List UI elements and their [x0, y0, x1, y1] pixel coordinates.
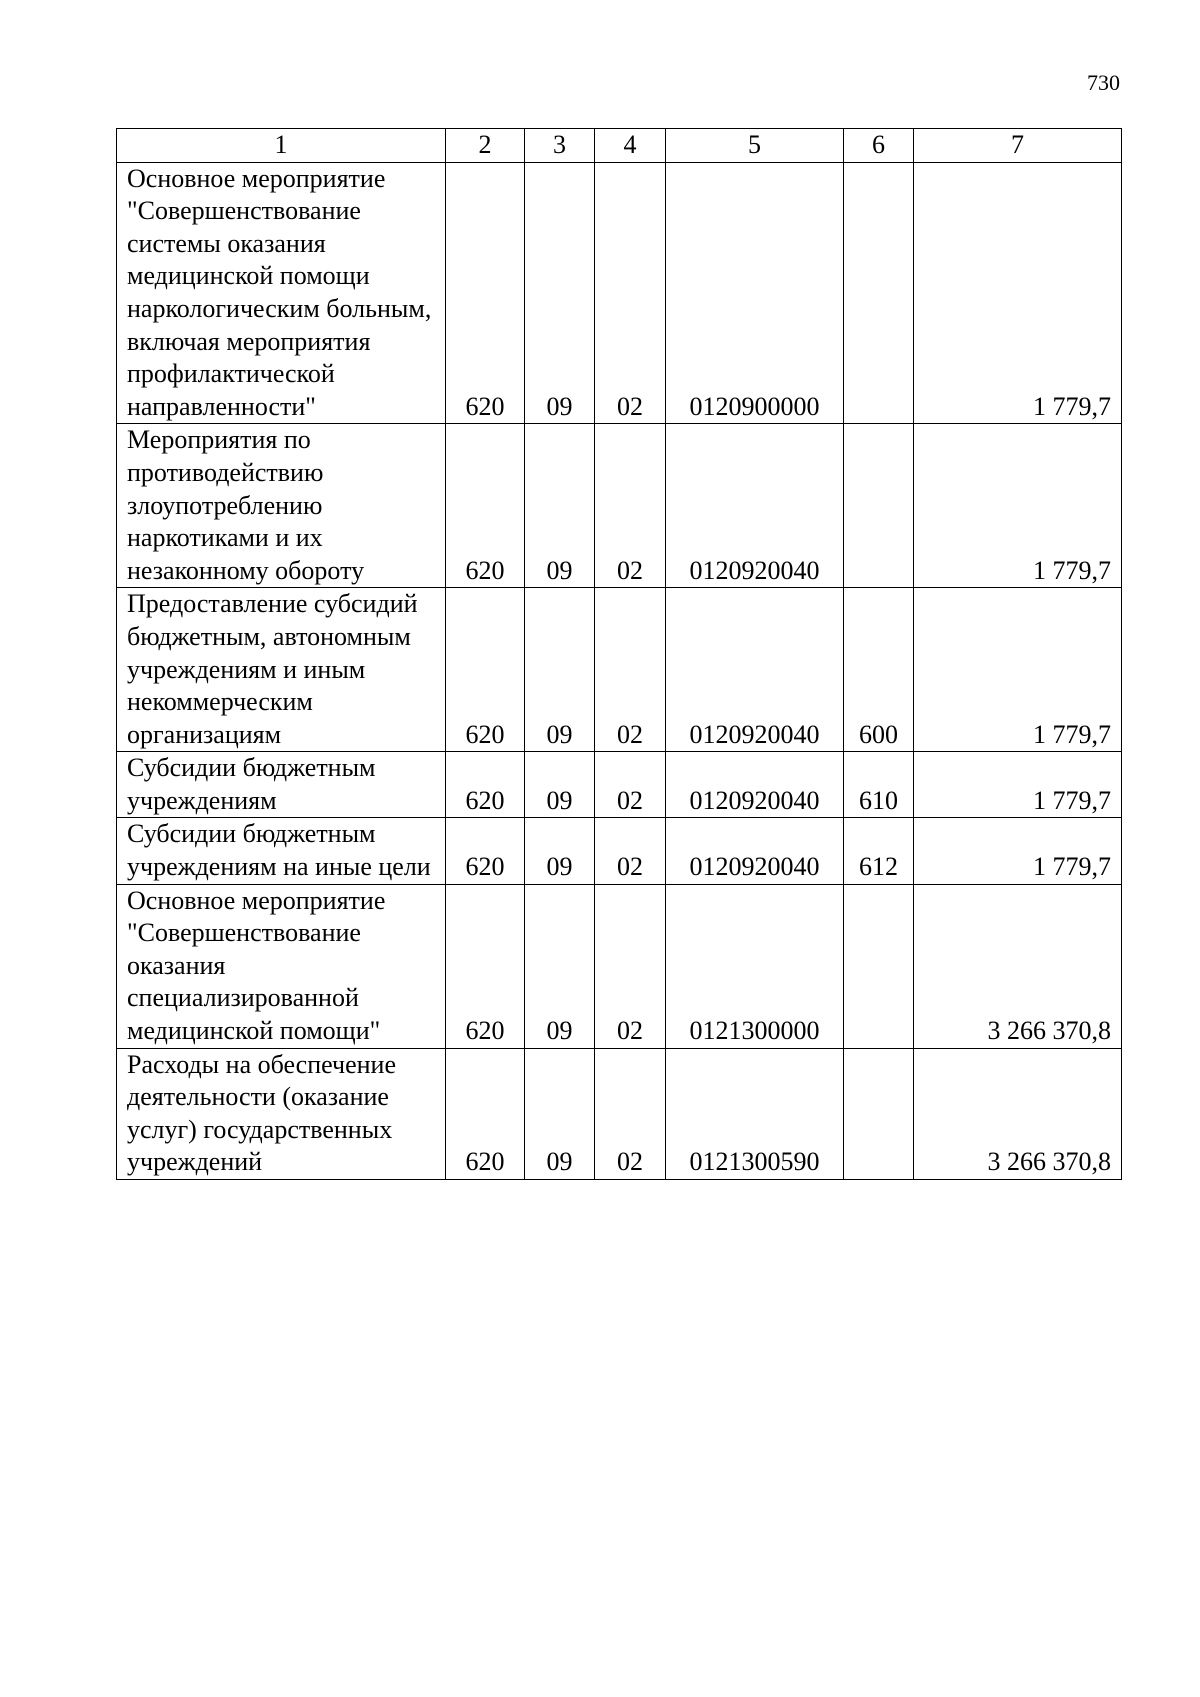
row-code-4: 02	[595, 752, 666, 818]
row-code-3: 09	[525, 588, 595, 752]
row-amount: 1 779,7	[914, 162, 1122, 424]
row-code-3: 09	[525, 162, 595, 424]
row-code-2: 620	[446, 424, 525, 588]
row-code-3: 09	[525, 1048, 595, 1179]
row-code-4: 02	[595, 818, 666, 884]
table-row	[117, 1048, 1122, 1179]
row-code-4: 02	[595, 1048, 666, 1179]
row-code-2: 620	[446, 1048, 525, 1179]
row-code-5: 0120920040	[666, 818, 844, 884]
row-amount: 1 779,7	[914, 424, 1122, 588]
table-row	[117, 424, 1122, 588]
row-name: Основное мероприятие "Совершенствование оказания специализированной медицинской помощи"	[117, 884, 446, 1048]
row-name: Расходы на обеспечение деятельности (оказание услуг) государственных учреждений	[117, 1048, 446, 1179]
row-name: Основное мероприятие "Совершенствование системы оказания медицинской помощи наркологическим больным, включая мероприятия профилактической направленности"	[117, 162, 446, 424]
row-amount: 3 266 370,8	[914, 884, 1122, 1048]
row-code-2: 620	[446, 162, 525, 424]
column-header-7: 7	[914, 129, 1122, 163]
row-code-6	[844, 1048, 914, 1179]
row-code-4: 02	[595, 588, 666, 752]
row-code-5: 0121300000	[666, 884, 844, 1048]
budget-table	[116, 128, 1122, 1180]
table-row	[117, 818, 1122, 884]
row-amount: 1 779,7	[914, 588, 1122, 752]
row-code-5: 0120920040	[666, 588, 844, 752]
row-name: Субсидии бюджетным учреждениям	[117, 752, 446, 818]
row-name: Субсидии бюджетным учреждениям на иные цели	[117, 818, 446, 884]
row-code-6: 600	[844, 588, 914, 752]
row-code-2: 620	[446, 884, 525, 1048]
column-header-3: 3	[525, 129, 595, 163]
table-row	[117, 752, 1122, 818]
row-name: Предоставление субсидий бюджетным, автономным учреждениям и иным некоммерческим организациям	[117, 588, 446, 752]
row-code-6	[844, 884, 914, 1048]
row-code-4: 02	[595, 162, 666, 424]
row-code-3: 09	[525, 884, 595, 1048]
row-code-2: 620	[446, 752, 525, 818]
column-header-4: 4	[595, 129, 666, 163]
row-code-6: 610	[844, 752, 914, 818]
row-code-3: 09	[525, 818, 595, 884]
table-row	[117, 884, 1122, 1048]
column-header-1: 1	[117, 129, 446, 163]
row-code-2: 620	[446, 588, 525, 752]
row-code-6	[844, 424, 914, 588]
row-code-5: 0120920040	[666, 752, 844, 818]
header-row	[117, 129, 1122, 163]
row-code-6	[844, 162, 914, 424]
table-row	[117, 588, 1122, 752]
row-code-3: 09	[525, 424, 595, 588]
table-row	[117, 162, 1122, 424]
row-amount: 3 266 370,8	[914, 1048, 1122, 1179]
row-code-4: 02	[595, 884, 666, 1048]
row-code-2: 620	[446, 818, 525, 884]
row-code-5: 0120900000	[666, 162, 844, 424]
row-code-5: 0121300590	[666, 1048, 844, 1179]
row-code-5: 0120920040	[666, 424, 844, 588]
row-code-4: 02	[595, 424, 666, 588]
row-code-3: 09	[525, 752, 595, 818]
row-amount: 1 779,7	[914, 752, 1122, 818]
page-number: 730	[1087, 70, 1120, 95]
row-name: Мероприятия по противодействию злоупотреблению наркотиками и их незаконному обороту	[117, 424, 446, 588]
row-amount: 1 779,7	[914, 818, 1122, 884]
column-header-6: 6	[844, 129, 914, 163]
column-header-5: 5	[666, 129, 844, 163]
column-header-2: 2	[446, 129, 525, 163]
row-code-6: 612	[844, 818, 914, 884]
